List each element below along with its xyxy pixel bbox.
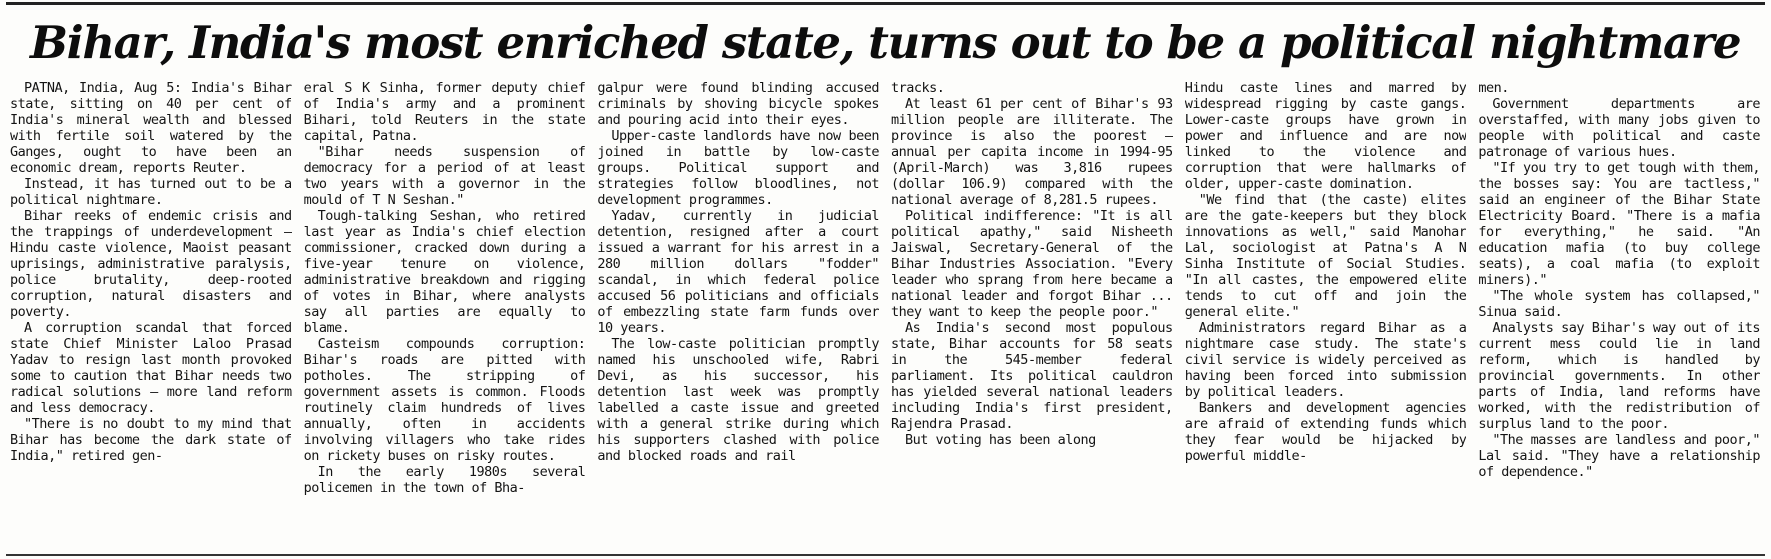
article-paragraph: "Bihar needs suspension of democracy for a period of at least two years with a governor in the mould of T N Seshan."	[303, 144, 586, 208]
article-paragraph: Government departments are overstaffed, with many jobs given to people with political and caste patronage of various hues.	[1478, 96, 1761, 160]
article-paragraph: "The whole system has collapsed," Sinua said.	[1478, 288, 1761, 320]
article-paragraph: At least 61 per cent of Bihar's 93 million people are illiterate. The province is also the poorest — annual per capita income in 1994-95 (April-March) was 3,816 rupees (dollar 106.9) compared with the national average of 8,281.5 rupees.	[891, 96, 1173, 208]
article-paragraph: Hindu caste lines and marred by widespread rigging by caste gangs. Lower-caste groups have grown in power and influence and are now linked to the violence and corruption that were hallmarks of older, upper-caste domination.	[1184, 80, 1467, 192]
article-columns	[10, 80, 1760, 552]
article-column	[597, 80, 879, 552]
article-column	[10, 80, 292, 552]
article-paragraph: "There is no doubt to my mind that Bihar has become the dark state of India," retired gen-	[10, 416, 292, 464]
article-paragraph: But voting has been along	[905, 432, 1096, 448]
article-paragraph: PATNA, India, Aug 5: India's Bihar state, sitting on 40 per cent of India's mineral wealth and blessed with fertile soil watered by the Ganges, ought to have been an economic dream, reports Reuter.	[10, 80, 292, 176]
article-paragraph: tracks.	[891, 80, 945, 96]
article-column	[1478, 80, 1760, 552]
article-paragraph: men.	[1478, 80, 1509, 96]
article-paragraph: In the early 1980s several policemen in the town of Bha-	[303, 464, 586, 496]
top-rule	[6, 2, 1765, 5]
article-paragraph: Instead, it has turned out to be a political nightmare.	[10, 176, 292, 208]
article-column	[891, 80, 1173, 552]
article-paragraph: A corruption scandal that forced state Chief Minister Laloo Prasad Yadav to resign last month provoked some to caution that Bihar needs two radical solutions — more land reform and less democracy.	[10, 320, 292, 416]
article-paragraph: "The masses are landless and poor," Lal said. "They have a relationship of dependence."	[1478, 432, 1761, 480]
article-paragraph: Upper-caste landlords have now been joined in battle by low-caste groups. Political support and strategies follow bloodlines, not development programmes.	[597, 128, 880, 208]
article-paragraph: Yadav, currently in judicial detention, resigned after a court issued a warrant for his arrest in a 280 million dollars "fodder" scandal, in which federal police accused 56 politicians and officials of embezzling state farm funds over 10 years.	[597, 208, 880, 336]
article-paragraph: Bihar reeks of endemic crisis and the trappings of underdevelopment — Hindu caste violence, Maoist peasant uprisings, administrative paralysis, police brutality, deep-rooted corruption, natural disasters and poverty.	[10, 208, 292, 320]
article-paragraph: As India's second most populous state, Bihar accounts for 58 seats in the 545-member federal parliament. Its political cauldron has yielded several national leaders including India's first president, Rajendra Prasad.	[891, 320, 1173, 432]
article-column	[1185, 80, 1467, 552]
article-paragraph: Analysts say Bihar's way out of its current mess could lie in land reform, which is handled by provincial governments. In other parts of India, land reforms have worked, with the redistribution of surplus land to the poor.	[1478, 320, 1761, 432]
article-paragraph: "If you try to get tough with them, the bosses say: You are tactless," said an engineer of the Bihar State Electricity Board. "There is a mafia for everything," he said. "An education mafia (to buy college seats), a coal mafia (to exploit miners)."	[1478, 160, 1761, 288]
article-paragraph: Tough-talking Seshan, who retired last year as India's chief election commissioner, cracked down during a five-year tenure on violence, administrative breakdown and rigging of votes in Bihar, where analysts say all parties are equally to blame.	[303, 208, 586, 336]
article-paragraph: Political indifference: "It is all political apathy," said Nisheeth Jaiswal, Secretary-General of the Bihar Industries Association. "Every leader who sprang from here became a national leader and forgot Bihar ... they want to keep the people poor."	[891, 208, 1173, 320]
article-paragraph: The low-caste politician promptly named his unschooled wife, Rabri Devi, as his successor, his detention last week was promptly labelled a caste issue and greeted with a general strike during which his supporters clashed with police and blocked roads and rail	[597, 336, 880, 464]
article-paragraph: eral S K Sinha, former deputy chief of India's army and a prominent Bihari, told Reuters in the state capital, Patna.	[303, 80, 586, 144]
article-paragraph: Administrators regard Bihar as a nightmare case study. The state's civil service is widely perceived as having been forced into submission by political leaders.	[1184, 320, 1467, 400]
article-column	[304, 80, 586, 552]
article-paragraph: "We find that (the caste) elites are the gate-keepers but they block innovations as well," said Manohar Lal, sociologist at Patna's A N Sinha Institute of Social Studies. "In all castes, the empowered elite tends to cut off and join the general elite."	[1184, 192, 1467, 320]
bottom-rule	[6, 554, 1765, 556]
article-paragraph: galpur were found blinding accused criminals by shoving bicycle spokes and pouring acid into their eyes.	[597, 80, 880, 128]
headline: Bihar, India's most enriched state, turns out to be a political nightmare	[30, 16, 1741, 69]
article-paragraph: Bankers and development agencies are afraid of extending funds which they fear would be hijacked by powerful middle-	[1184, 400, 1467, 464]
article-paragraph: Casteism compounds corruption: Bihar's roads are pitted with potholes. The stripping of government assets is common. Floods routinely claim hundreds of lives annually, often in accidents involving villagers who take rides on rickety buses on risky routes.	[303, 336, 586, 464]
